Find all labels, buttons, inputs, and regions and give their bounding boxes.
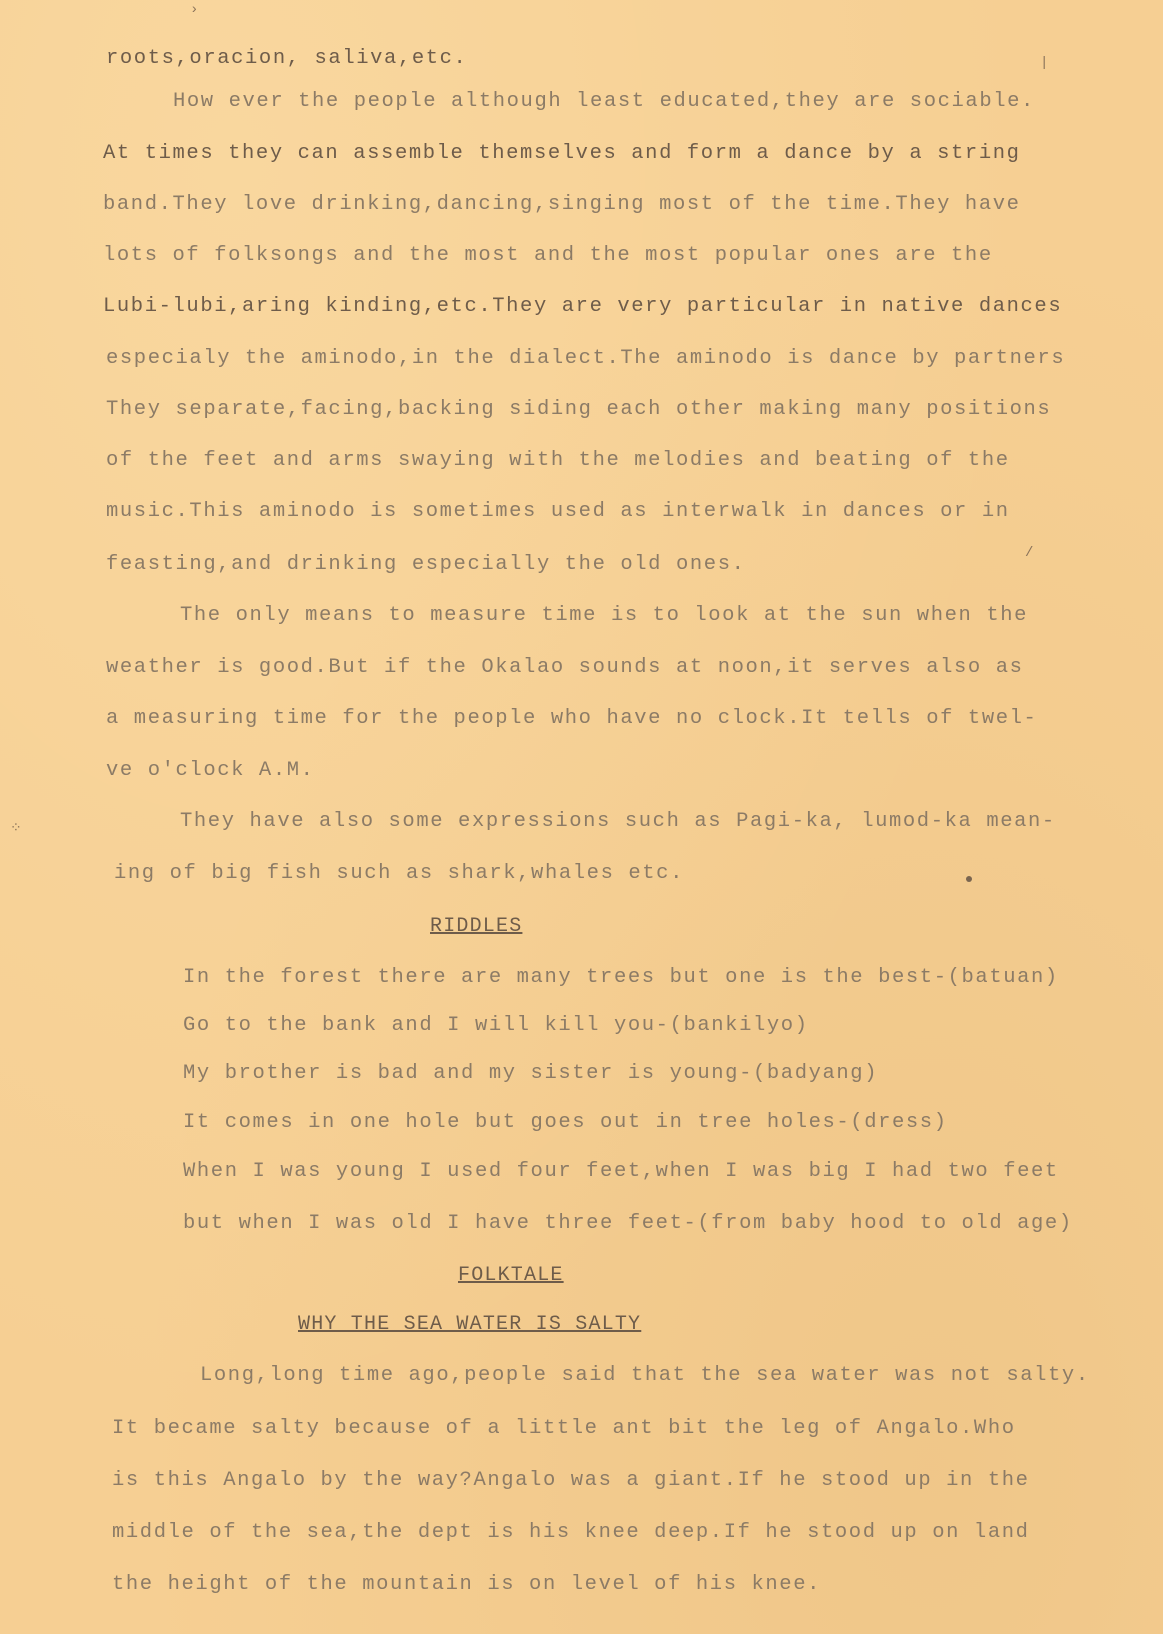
- riddle-line: In the forest there are many trees but one is the best-(batuan): [183, 966, 1059, 989]
- ink-dot: [966, 876, 972, 882]
- folktale-line: the height of the mountain is on level of his knee.: [112, 1573, 822, 1596]
- text-line: lots of folksongs and the most and the most popular ones are the: [103, 244, 993, 267]
- folktale-heading: FOLKTALE: [458, 1264, 564, 1287]
- text-line: Lubi-lubi,aring kinding,etc.They are very particular in native dances: [103, 295, 1063, 318]
- text-line: They separate,facing,backing siding each other making many positions: [106, 398, 1052, 421]
- riddle-line: When I was young I used four feet,when I was big I had two feet: [183, 1160, 1059, 1183]
- riddle-line: Go to the bank and I will kill you-(bankilyo): [183, 1014, 809, 1037]
- text-line: music.This aminodo is sometimes used as interwalk in dances or in: [106, 500, 1010, 523]
- ink-tick: /: [1025, 545, 1034, 561]
- riddle-line: but when I was old I have three feet-(from baby hood to old age): [183, 1212, 1073, 1235]
- ink-tick: ›: [190, 2, 199, 18]
- folktale-line: Long,long time ago,people said that the sea water was not salty.: [200, 1364, 1090, 1387]
- text-line: ve o'clock A.M.: [106, 759, 315, 782]
- riddle-line: It comes in one hole but goes out in tree holes-(dress): [183, 1111, 948, 1134]
- text-line: weather is good.But if the Okalao sounds at noon,it serves also as: [106, 656, 1024, 679]
- folktale-title: WHY THE SEA WATER IS SALTY: [298, 1313, 642, 1336]
- text-line: especialy the aminodo,in the dialect.The aminodo is dance by partners: [106, 347, 1066, 370]
- text-line: roots,oracion, saliva,etc.: [106, 47, 468, 70]
- text-line: They have also some expressions such as Pagi-ka, lumod-ka mean-: [180, 810, 1056, 833]
- text-line: a measuring time for the people who have no clock.It tells of twel-: [106, 707, 1038, 730]
- text-line: band.They love drinking,dancing,singing most of the time.They have: [103, 193, 1021, 216]
- folktale-line: middle of the sea,the dept is his knee deep.If he stood up on land: [112, 1521, 1030, 1544]
- folktale-line: is this Angalo by the way?Angalo was a giant.If he stood up in the: [112, 1469, 1030, 1492]
- text-line: How ever the people although least educated,they are sociable.: [173, 90, 1035, 113]
- ink-tick: |: [1040, 55, 1049, 71]
- text-line: ing of big fish such as shark,whales etc.: [114, 862, 684, 885]
- text-line: of the feet and arms swaying with the melodies and beating of the: [106, 449, 1010, 472]
- folktale-line: It became salty because of a little ant bit the leg of Angalo.Who: [112, 1417, 1016, 1440]
- riddles-heading: RIDDLES: [430, 915, 523, 938]
- riddle-line: My brother is bad and my sister is young-(badyang): [183, 1062, 879, 1085]
- ink-tick: ⁘: [10, 821, 22, 837]
- text-line: The only means to measure time is to look at the sun when the: [180, 604, 1029, 627]
- text-line: At times they can assemble themselves and form a dance by a string: [103, 142, 1021, 165]
- text-line: feasting,and drinking especially the old ones.: [106, 553, 746, 576]
